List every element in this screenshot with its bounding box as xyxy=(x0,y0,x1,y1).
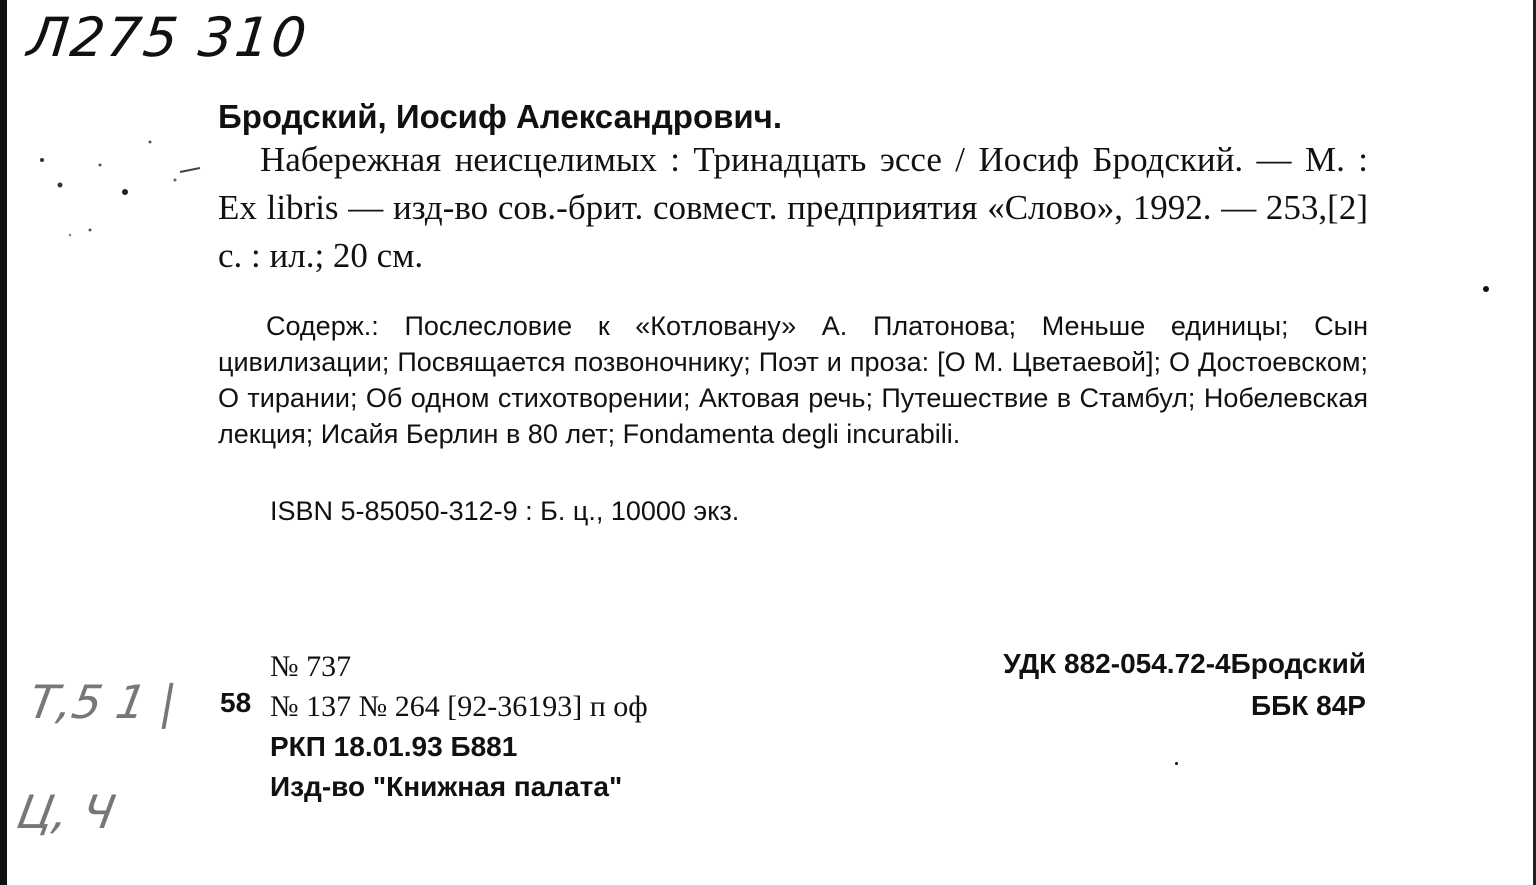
ink-specks xyxy=(30,130,220,250)
classification-block xyxy=(1003,643,1366,727)
registry-line: № 137 № 264 [92-36193] п оф xyxy=(270,690,648,723)
inventory-number: Л275 310 xyxy=(24,6,312,69)
margin-note: Т,5 1 | xyxy=(25,675,181,729)
ink-dot xyxy=(1175,762,1178,765)
footer-left-block xyxy=(270,647,648,807)
bbk-code: ББК 84Р xyxy=(1251,690,1366,721)
number-line: № 737 xyxy=(270,650,352,683)
margin-note: Ц, Ч xyxy=(13,785,120,839)
author-heading: Бродский, Иосиф Александрович. xyxy=(218,98,783,135)
ink-dot xyxy=(1483,286,1489,292)
card-left-border xyxy=(0,0,7,885)
side-number: 58 xyxy=(220,687,252,718)
rkp-line: РКП 18.01.93 Б881 xyxy=(270,731,518,762)
contents-note: Содерж.: Послесловие к «Котловану» А. Платонова; Меньше единицы; Сын цивилизации; Посвящается позвоночнику; Поэт и проза: [О М. Цветаевой]; О Достоевском; О тирании; Об одном стихотворении; Актовая речь; Путешествие в Стамбул; Нобелевская лекция; Исайя Берлин в 80 лет; Fondamenta degli incurabili. xyxy=(218,311,1368,449)
udk-code: УДК 882-054.72-4Бродский xyxy=(1003,648,1366,679)
publisher-line: Изд-во "Книжная палата" xyxy=(270,771,623,802)
isbn-line: ISBN 5-85050-312-9 : Б. ц., 10000 экз. xyxy=(270,496,740,526)
main-description: Набережная неисцелимых : Тринадцать эссе / Иосиф Бродский. — М. : Ex libris — изд-во сов.-брит. совмест. предприятия «Слово», 1992. — 253,[2] с. : ил.; 20 см. xyxy=(218,140,1368,275)
